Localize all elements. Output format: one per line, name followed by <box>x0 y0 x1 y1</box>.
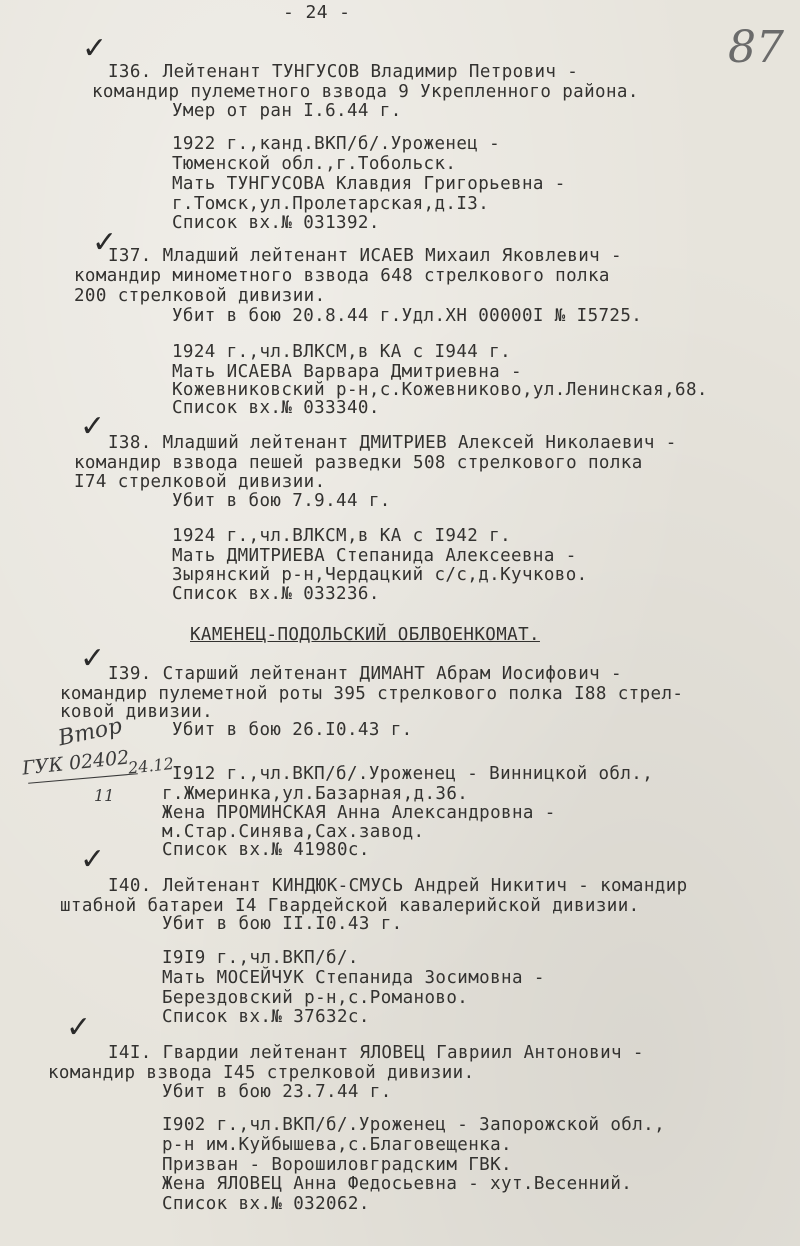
entry-line: Умер от ран I.6.44 г. <box>172 101 402 121</box>
entry-line: I74 стрелковой дивизии. <box>74 472 326 492</box>
entry-line: Призван - Ворошиловградским ГВК. <box>162 1155 512 1175</box>
entry-line: I912 г.,чл.ВКП/б/.Уроженец - Винницкой обл., <box>172 764 654 784</box>
entry-line: I4I. Гвардии лейтенант ЯЛОВЕЦ Гавриил Антонович - <box>108 1043 644 1063</box>
handwritten-note: Втор <box>56 713 125 752</box>
entry-line: командир взвода I45 стрелковой дивизии. <box>48 1063 475 1083</box>
section-heading: КАМЕНЕЦ-ПОДОЛЬСКИЙ ОБЛВОЕНКОМАТ. <box>190 625 540 645</box>
entry-line: Зырянский р-н,Чердацкий с/с,д.Кучково. <box>172 565 588 585</box>
entry-line: Тюменской обл.,г.Тобольск. <box>172 154 457 174</box>
entry-line: ковой дивизии. <box>60 702 214 722</box>
corner-handwritten-number: 87 <box>728 22 784 73</box>
entry-line: Жена ПРОМИНСКАЯ Анна Александровна - <box>162 803 556 823</box>
entry-line: штабной батареи I4 Гвардейской кавалерийской дивизии. <box>60 896 640 916</box>
check-mark-icon: ✓ <box>66 1010 92 1045</box>
handwritten-mark: 11 <box>94 786 115 805</box>
entry-line: Список вх.№ 032062. <box>162 1194 370 1214</box>
entry-line: I40. Лейтенант КИНДЮК-СМУСЬ Андрей Никитич - командир <box>108 876 688 896</box>
entry-line: Список вх.№ 41980с. <box>162 840 370 860</box>
entry-line: Список вх.№ 37632с. <box>162 1007 370 1027</box>
entry-line: Мать ТУНГУСОВА Клавдия Григорьевна - <box>172 174 566 194</box>
entry-line: Убит в бою 20.8.44 г.Удл.ХН 00000I № I5725. <box>172 306 643 326</box>
entry-line: Мать ИСАЕВА Варвара Дмитриевна - <box>172 362 522 382</box>
entry-line: I39. Старший лейтенант ДИМАНТ Абрам Иосифович - <box>108 664 622 684</box>
handwritten-date: 24.12. <box>127 753 180 778</box>
entry-line: Убит в бою 26.I0.43 г. <box>172 720 413 740</box>
entry-line: р-н им.Куйбышева,с.Благовещенка. <box>162 1135 512 1155</box>
page-number: - 24 - <box>283 2 351 23</box>
entry-line: г.Жмеринка,ул.Базарная,д.36. <box>162 784 469 804</box>
entry-line: командир взвода пешей разведки 508 стрелкового полка <box>74 453 643 473</box>
entry-line: 1924 г.,чл.ВЛКСМ,в КА с I942 г. <box>172 526 512 546</box>
entry-line: I36. Лейтенант ТУНГУСОВ Владимир Петрович - <box>108 62 579 82</box>
handwritten-reference: ГУК 02402 <box>21 746 131 780</box>
entry-line: 1922 г.,канд.ВКП/б/.Уроженец - <box>172 134 501 154</box>
check-mark-icon: ✓ <box>92 225 118 260</box>
entry-line: командир минометного взвода 648 стрелкового полка <box>74 266 610 286</box>
entry-line: командир пулеметного взвода 9 Укрепленного района. <box>92 82 639 102</box>
entry-line: м.Стар.Синява,Сах.завод. <box>162 822 425 842</box>
entry-line: 200 стрелковой дивизии. <box>74 286 326 306</box>
entry-line: Список вх.№ 031392. <box>172 213 380 233</box>
entry-line: Жена ЯЛОВЕЦ Анна Федосьевна - хут.Весенний. <box>162 1174 633 1194</box>
check-mark-icon: ✓ <box>80 842 106 877</box>
entry-line: 1924 г.,чл.ВЛКСМ,в КА с I944 г. <box>172 342 512 362</box>
entry-line: Убит в бою 23.7.44 г. <box>162 1082 392 1102</box>
entry-line: Убит в бою II.I0.43 г. <box>162 914 403 934</box>
entry-line: командир пулеметной роты 395 стрелкового полка I88 стрел- <box>60 684 684 704</box>
entry-line: Мать МОСЕЙЧУК Степанида Зосимовна - <box>162 968 545 988</box>
entry-line: I38. Младший лейтенант ДМИТРИЕВ Алексей Николаевич - <box>108 433 677 453</box>
entry-line: Список вх.№ 033236. <box>172 584 380 604</box>
entry-line: Мать ДМИТРИЕВА Степанида Алексеевна - <box>172 546 577 566</box>
entry-line: Список вх.№ 033340. <box>172 398 380 418</box>
entry-line: г.Томск,ул.Пролетарская,д.I3. <box>172 194 490 214</box>
entry-line: I902 г.,чл.ВКП/б/.Уроженец - Запорожской обл., <box>162 1115 666 1135</box>
entry-line: I37. Младший лейтенант ИСАЕВ Михаил Яковлевич - <box>108 246 622 266</box>
check-mark-icon: ✓ <box>80 641 106 676</box>
check-mark-icon: ✓ <box>80 409 106 444</box>
entry-line: Берездовский р-н,с.Романово. <box>162 988 469 1008</box>
entry-line: Кожевниковский р-н,с.Кожевниково,ул.Ленинская,68. <box>172 380 708 400</box>
entry-line: Убит в бою 7.9.44 г. <box>172 491 391 511</box>
check-mark-icon: ✓ <box>82 31 108 66</box>
entry-line: I9I9 г.,чл.ВКП/б/. <box>162 948 359 968</box>
